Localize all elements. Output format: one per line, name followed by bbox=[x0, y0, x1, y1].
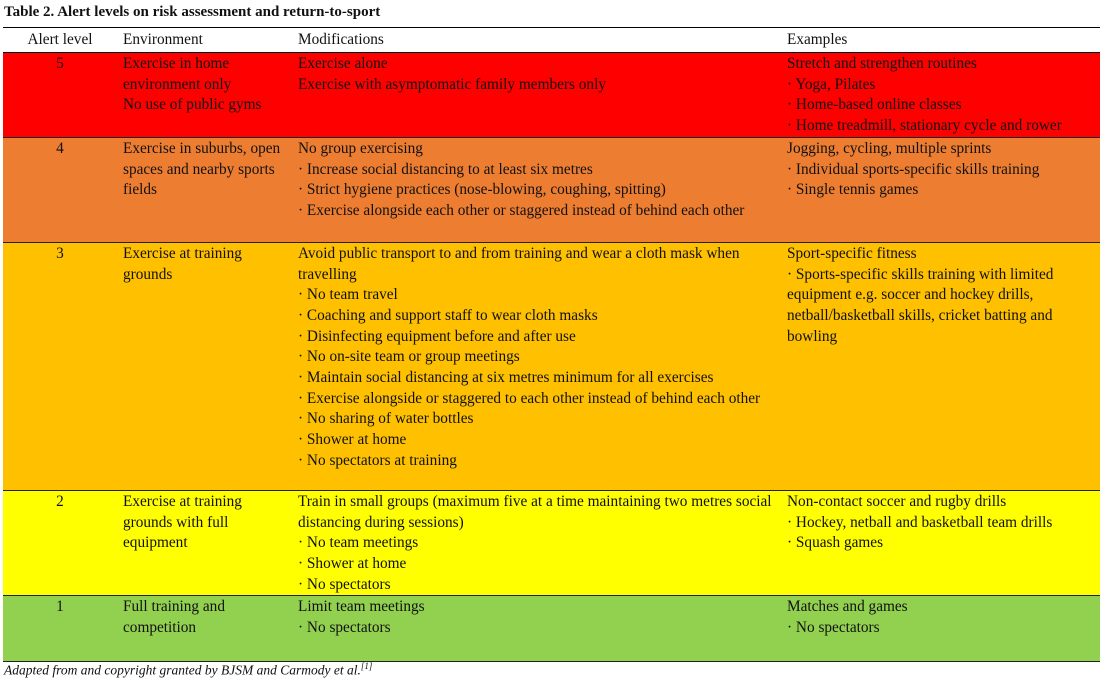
examples-item: · Squash games bbox=[787, 534, 884, 552]
examples-item: Non-contact soccer and rugby drills bbox=[787, 492, 1007, 510]
modifications-item: · Exercise alongside each other or staggered instead of behind each other bbox=[298, 201, 745, 219]
environment-item: Exercise in suburbs, open spaces and nearby sports fields bbox=[123, 139, 281, 199]
alert-level-cell: 2 bbox=[3, 490, 117, 596]
modifications-cell bbox=[292, 137, 781, 242]
table-title: Table 2. Alert levels on risk assessment and return-to-sport bbox=[4, 4, 381, 20]
examples-cell bbox=[781, 53, 1100, 138]
environment-item: Exercise in home environment only bbox=[123, 55, 232, 93]
table-row bbox=[3, 53, 1100, 138]
table-header-row bbox=[3, 28, 1100, 53]
modifications-item: · Disinfecting equipment before and after use bbox=[298, 327, 576, 345]
examples-item: · Sports-specific skills training with limited equipment e.g. soccer and hockey drills, netball/basketball skills, cricket batting and bowling bbox=[787, 265, 1054, 345]
modifications-item: No group exercising bbox=[298, 139, 423, 157]
modifications-item: · No sharing of water bottles bbox=[298, 410, 474, 428]
examples-item: Jogging, cycling, multiple sprints bbox=[787, 139, 992, 157]
examples-item: Stretch and strengthen routines bbox=[787, 55, 977, 72]
environment-item: Full training and competition bbox=[123, 598, 225, 637]
environment-item: No use of public gyms bbox=[123, 96, 262, 114]
modifications-item: · Shower at home bbox=[298, 431, 407, 449]
examples-cell bbox=[781, 242, 1100, 490]
alert-level-cell: 4 bbox=[3, 137, 117, 242]
environment-cell bbox=[117, 242, 292, 490]
environment-item: Exercise at training grounds bbox=[123, 244, 242, 283]
modifications-item: · Shower at home bbox=[298, 554, 407, 572]
modifications-cell bbox=[292, 596, 781, 662]
examples-item: · Home-based online classes bbox=[787, 96, 962, 114]
header-alert-level: Alert level bbox=[3, 28, 117, 53]
footnote-ref: [1] bbox=[360, 661, 373, 671]
modifications-cell bbox=[292, 53, 781, 138]
alert-levels-table bbox=[3, 27, 1100, 662]
modifications-item: Limit team meetings bbox=[298, 598, 425, 616]
modifications-item: · Maintain social distancing at six metres minimum for all exercises bbox=[298, 369, 714, 387]
environment-item: Exercise at training grounds with full equipment bbox=[123, 492, 242, 552]
examples-item: Matches and games bbox=[787, 598, 908, 616]
footnote-text: Adapted from and copyright granted by BJSM and Carmody et al. bbox=[4, 662, 361, 678]
modifications-item: · No spectators bbox=[298, 575, 391, 593]
examples-cell bbox=[781, 490, 1100, 596]
modifications-item: · No spectators at training bbox=[298, 451, 457, 469]
modifications-item: Exercise with asymptomatic family members only bbox=[298, 75, 606, 93]
modifications-item: Train in small groups (maximum five at a time maintaining two metres social distancing during sessions) bbox=[298, 492, 772, 531]
header-modifications: Modifications bbox=[292, 28, 781, 53]
examples-item: · Yoga, Pilates bbox=[787, 75, 876, 93]
footnote bbox=[4, 661, 372, 679]
modifications-cell bbox=[292, 490, 781, 596]
modifications-item: · Coaching and support staff to wear cloth masks bbox=[298, 306, 598, 324]
environment-cell bbox=[117, 490, 292, 596]
examples-item: · Individual sports-specific skills training bbox=[787, 160, 1040, 178]
table-row bbox=[3, 596, 1100, 662]
modifications-item: · No team meetings bbox=[298, 534, 419, 552]
modifications-item: · Strict hygiene practices (nose-blowing, coughing, spitting) bbox=[298, 181, 666, 199]
alert-level-cell: 3 bbox=[3, 242, 117, 490]
examples-item: Sport-specific fitness bbox=[787, 244, 917, 262]
examples-item: · Hockey, netball and basketball team drills bbox=[787, 513, 1053, 531]
modifications-item: Exercise alone bbox=[298, 55, 388, 72]
modifications-cell bbox=[292, 242, 781, 490]
header-examples: Examples bbox=[781, 28, 1100, 53]
modifications-item: · No team travel bbox=[298, 286, 398, 304]
table-row bbox=[3, 490, 1100, 596]
table-row bbox=[3, 242, 1100, 490]
modifications-item: · No on-site team or group meetings bbox=[298, 348, 520, 366]
examples-item: · No spectators bbox=[787, 619, 880, 637]
environment-cell bbox=[117, 53, 292, 138]
examples-cell bbox=[781, 596, 1100, 662]
modifications-item: · No spectators bbox=[298, 619, 391, 637]
alert-level-cell: 5 bbox=[3, 53, 117, 138]
alert-level-cell: 1 bbox=[3, 596, 117, 662]
modifications-item: · Exercise alongside or staggered to each other instead of behind each other bbox=[298, 389, 761, 407]
examples-cell bbox=[781, 137, 1100, 242]
environment-cell bbox=[117, 137, 292, 242]
examples-item: · Home treadmill, stationary cycle and rower bbox=[787, 117, 1062, 135]
modifications-item: · Increase social distancing to at least six metres bbox=[298, 160, 593, 178]
modifications-item: Avoid public transport to and from training and wear a cloth mask when travelling bbox=[298, 244, 740, 283]
environment-cell bbox=[117, 596, 292, 662]
header-environment: Environment bbox=[117, 28, 292, 53]
examples-item: · Single tennis games bbox=[787, 181, 919, 199]
table-row bbox=[3, 137, 1100, 242]
